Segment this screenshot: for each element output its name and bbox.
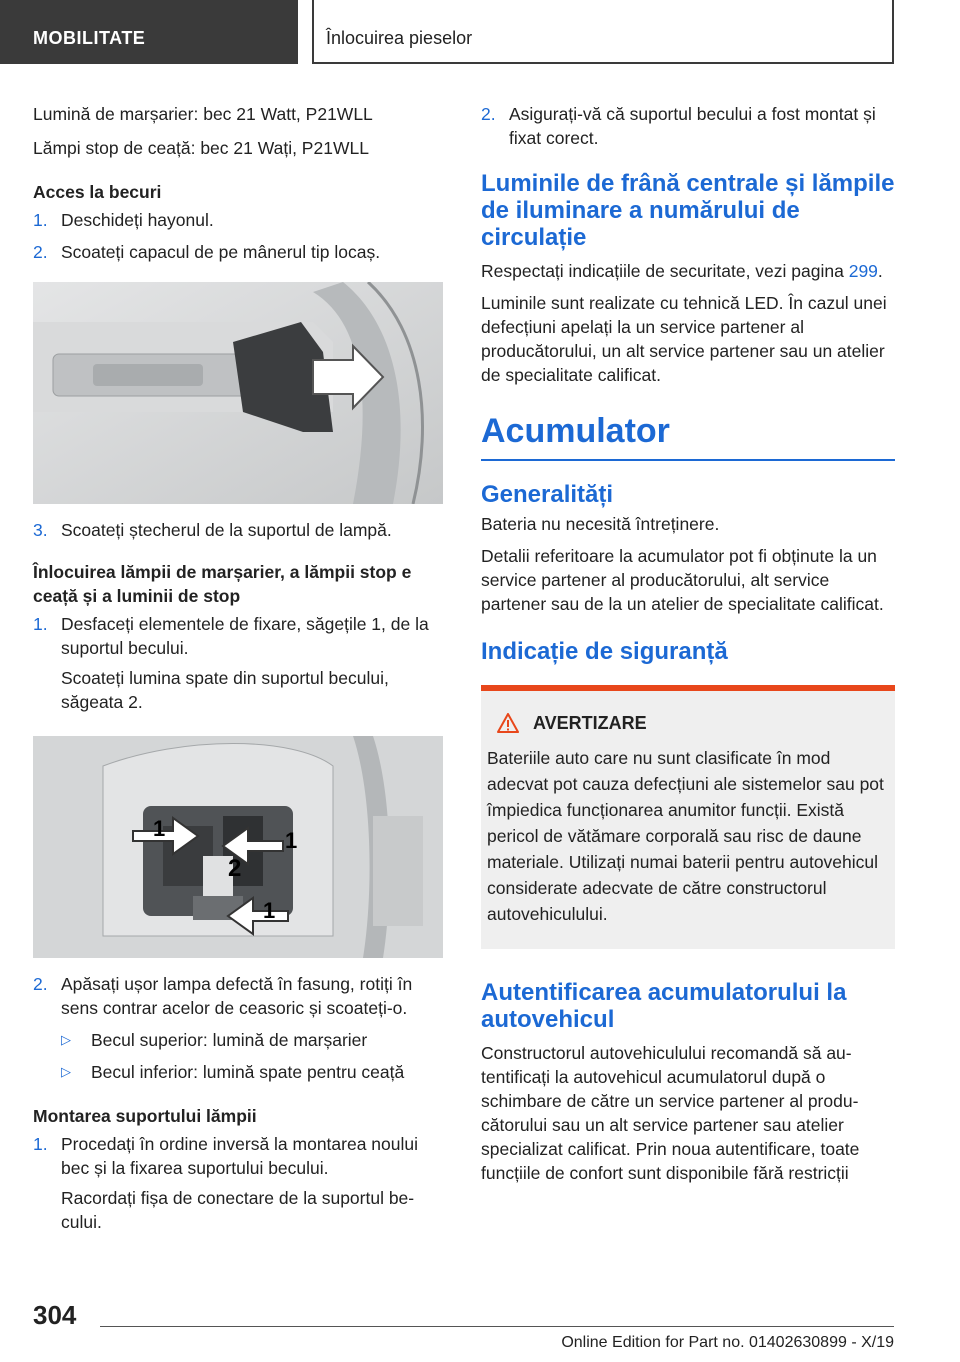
brake-p1: Respectați indicațiile de securitate, vezi pagina 299. [481, 261, 883, 281]
section-rule [481, 459, 895, 461]
auth-title: Autentificarea acumulatorului la autovehicul [481, 979, 847, 1033]
mount-steps [33, 1132, 443, 1234]
chapter-title: Înlocuirea pieselor [326, 28, 473, 48]
warning-title: AVERTIZARE [533, 713, 647, 733]
label-1b: 1 [285, 828, 298, 853]
auth-text: Constructorul autovehiculului recomandă să autentificați la autovehicul acumulatorul după o schimbare de către un service partener al producătorului sau un alt service partener sau atelier specializat calificat. Prin noua autentificare, toate funcțiile de confort sunt disponibile fără restricții [481, 1043, 860, 1183]
brake-p2: Luminile sunt realizate cu tehnică LED. În cazul unei defecțiuni apelați la un service partener al producătorului, un alt service partener sau un atelier de specialitate calificat. [481, 293, 887, 385]
section-title: MOBILITATE [33, 28, 146, 48]
footer-edition: Online Edition for Part no. 01402630899 - X/19 [561, 1334, 894, 1351]
label-2: 2 [228, 855, 242, 882]
header-chapter [312, 0, 894, 64]
list-item: ▷ Becul superior: lumină de marșarier [61, 1030, 368, 1050]
mount-title: Montarea suportului lămpii [33, 1106, 257, 1126]
replace-title: Înlocuirea lămpii de marșarier, a lămpii stop e ceață și a luminii de stop [33, 562, 412, 606]
warning-header [487, 711, 887, 735]
label-1a: 1 [153, 816, 166, 841]
list-item: 1. Deschideți hayonul. [33, 210, 214, 230]
page-link[interactable]: 299 [848, 261, 878, 281]
list-item: 1. Procedați în ordine inversă la montarea noului bec și la fixarea suportului becului. Racordați fișa de conectare de la suportul becului. [33, 1134, 419, 1232]
footer-rule [100, 1326, 894, 1327]
replace-step-2 [33, 972, 443, 1084]
list-item: 3. Scoateți ștecherul de la suportul de lampă. [33, 520, 392, 540]
general-p1: Bateria nu necesită întreținere. [481, 514, 720, 534]
safety-title: Indicație de siguranță [481, 638, 728, 665]
replace-steps [33, 612, 443, 714]
warning-box [481, 685, 895, 949]
label-1c: 1 [263, 898, 276, 923]
list-item: 2. Scoateți capacul de pe mânerul tip locaș. [33, 242, 381, 262]
access-title: Acces la becuri [33, 182, 162, 202]
battery-title: Acumulator [481, 412, 670, 450]
general-title: Generalități [481, 481, 614, 508]
list-item: 2. Apăsați ușor lampa defectă în fasung, rotiți în sens contrar acelor de ceasoric și scoateți-o. ▷ Becul superior: lumină de marșarier ▷ Becul inferior: lumină spate pentru ceață [33, 972, 443, 1084]
bulb-spec-reverse: Lumină de marșarier: bec 21 Watt, P21WLL [33, 104, 373, 124]
list-item: 2. Asigurați-vă că suportul becului a fost montat și fixat corect. [481, 104, 876, 148]
access-step-3 [33, 518, 443, 542]
bulb-spec-fog: Lămpi stop de ceață: bec 21 Wați, P21WLL [33, 138, 369, 158]
brake-lights-title: Luminile de frână centrale și lămpile de iluminare a numărului de circulație [481, 170, 895, 251]
list-item: ▷ Becul inferior: lumină spate pentru ceață [61, 1062, 405, 1082]
page-number: 304 [33, 1300, 77, 1330]
triangle-bullet-icon: ▷ [61, 1032, 71, 1047]
warning-triangle-icon [497, 713, 519, 733]
left-column [33, 102, 443, 1234]
mount-step-2 [481, 102, 895, 150]
bulb-list [61, 1028, 443, 1084]
list-item: 1. Desfaceți elementele de fixare, săgețile 1, de la suportul becului. Scoateți lumina spate din suportul becului, săgeata 2. [33, 614, 429, 712]
right-column [481, 102, 895, 1185]
photo-bulb-holder [33, 736, 443, 958]
warning-text: Bateriile auto care nu sunt clasificate în mod adecvat pot cauza defecțiuni ale sistemelor sau pot împiedica funcționarea anumitor funcții. Există pericol de vătămare corporală sau risc de daune materiale. Utilizați numai baterii pentru autovehicul considerate adecvate de către constructorul autovehiculului. [487, 748, 884, 924]
header-section [0, 0, 298, 64]
general-p2: Detalii referitoare la acumulator pot fi obținute la un service partener al producătorului, alt service partener sau de la un atelier de specialitate calificat. [481, 546, 884, 614]
triangle-bullet-icon: ▷ [61, 1064, 71, 1079]
access-steps [33, 208, 443, 264]
photo-tailgate-handle [33, 282, 443, 504]
